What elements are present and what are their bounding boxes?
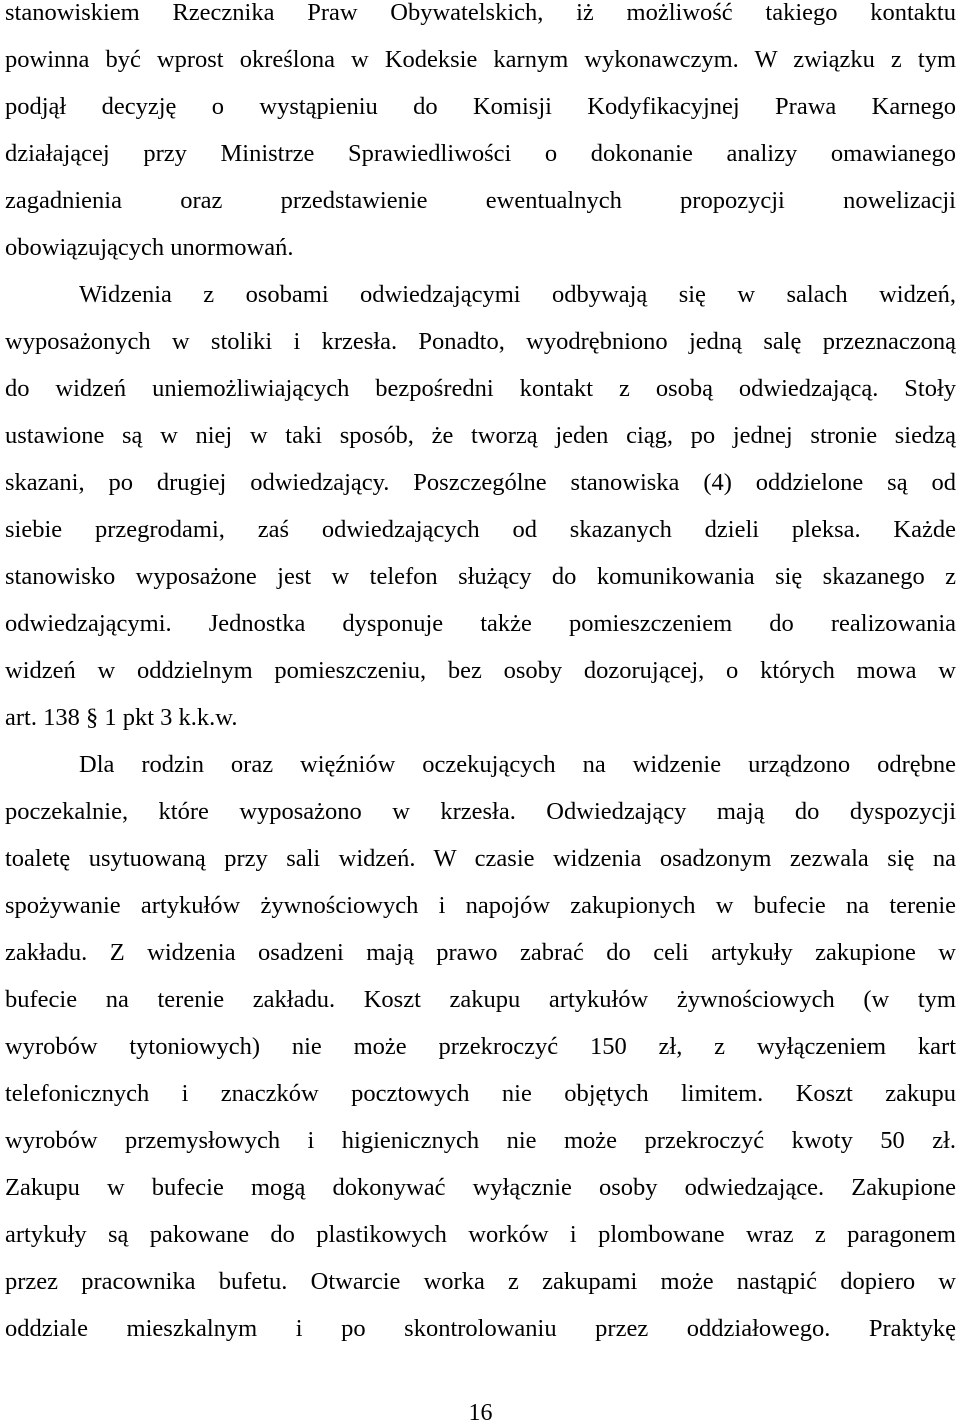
- text-line: odwiedzającymi. Jednostka dysponuje także pomieszczeniem do realizowania: [5, 610, 956, 637]
- text-line: oddziale mieszkalnym i po skontrolowaniu przez oddziałowego. Praktykę: [5, 1315, 956, 1342]
- text-line: ustawione są w niej w taki sposób, że tworzą jeden ciąg, po jednej stronie siedzą: [5, 422, 956, 449]
- text-line: bufecie na terenie zakładu. Koszt zakupu artykułów żywnościowych (w tym: [5, 986, 956, 1013]
- page-number: 16: [468, 1400, 493, 1426]
- text-line: wyrobów przemysłowych i higienicznych nie może przekroczyć kwoty 50 zł.: [5, 1127, 956, 1154]
- text-line: zagadnienia oraz przedstawienie ewentualnych propozycji nowelizacji: [5, 187, 956, 214]
- text-line: do widzeń uniemożliwiających bezpośredni kontakt z osobą odwiedzającą. Stoły: [5, 375, 956, 402]
- text-line: siebie przegrodami, zaś odwiedzających od skazanych dzieli pleksa. Każde: [5, 516, 956, 543]
- text-line: artykuły są pakowane do plastikowych worków i plombowane wraz z paragonem: [5, 1221, 956, 1248]
- text-line: poczekalnie, które wyposażono w krzesła. Odwiedzający mają do dyspozycji: [5, 798, 956, 825]
- text-line: przez pracownika bufetu. Otwarcie worka z zakupami może nastąpić dopiero w: [5, 1268, 956, 1295]
- text-line: skazani, po drugiej odwiedzający. Poszczególne stanowiska (4) oddzielone są od: [5, 469, 956, 496]
- text-line: obowiązujących unormowań.: [5, 234, 294, 261]
- text-line: podjął decyzję o wystąpieniu do Komisji Kodyfikacyjnej Prawa Karnego: [5, 93, 956, 120]
- text-line: toaletę usytuowaną przy sali widzeń. W czasie widzenia osadzonym zezwala się na: [5, 845, 956, 872]
- text-line: widzeń w oddzielnym pomieszczeniu, bez osoby dozorującej, o których mowa w: [5, 657, 956, 684]
- text-line: stanowiskiem Rzecznika Praw Obywatelskich, iż możliwość takiego kontaktu: [5, 0, 956, 26]
- paragraph-first-line: Widzenia z osobami odwiedzającymi odbywają się w salach widzeń,: [79, 281, 956, 308]
- text-line: wyrobów tytoniowych) nie może przekroczyć 150 zł, z wyłączeniem kart: [5, 1033, 956, 1060]
- text-line: zakładu. Z widzenia osadzeni mają prawo zabrać do celi artykuły zakupione w: [5, 939, 956, 966]
- text-line: telefonicznych i znaczków pocztowych nie objętych limitem. Koszt zakupu: [5, 1080, 956, 1107]
- document-page: [5, 0, 956, 1424]
- text-line: wyposażonych w stoliki i krzesła. Ponadto, wyodrębniono jedną salę przeznaczoną: [5, 328, 956, 355]
- text-line: stanowisko wyposażone jest w telefon służący do komunikowania się skazanego z: [5, 563, 956, 590]
- text-line: Zakupu w bufecie mogą dokonywać wyłącznie osoby odwiedzające. Zakupione: [5, 1174, 956, 1201]
- paragraph-first-line: Dla rodzin oraz więźniów oczekujących na widzenie urządzono odrębne: [79, 751, 956, 778]
- text-line: powinna być wprost określona w Kodeksie karnym wykonawczym. W związku z tym: [5, 46, 956, 73]
- text-line: art. 138 § 1 pkt 3 k.k.w.: [5, 704, 238, 731]
- text-line: spożywanie artykułów żywnościowych i napojów zakupionych w bufecie na terenie: [5, 892, 956, 919]
- text-line: działającej przy Ministrze Sprawiedliwości o dokonanie analizy omawianego: [5, 140, 956, 167]
